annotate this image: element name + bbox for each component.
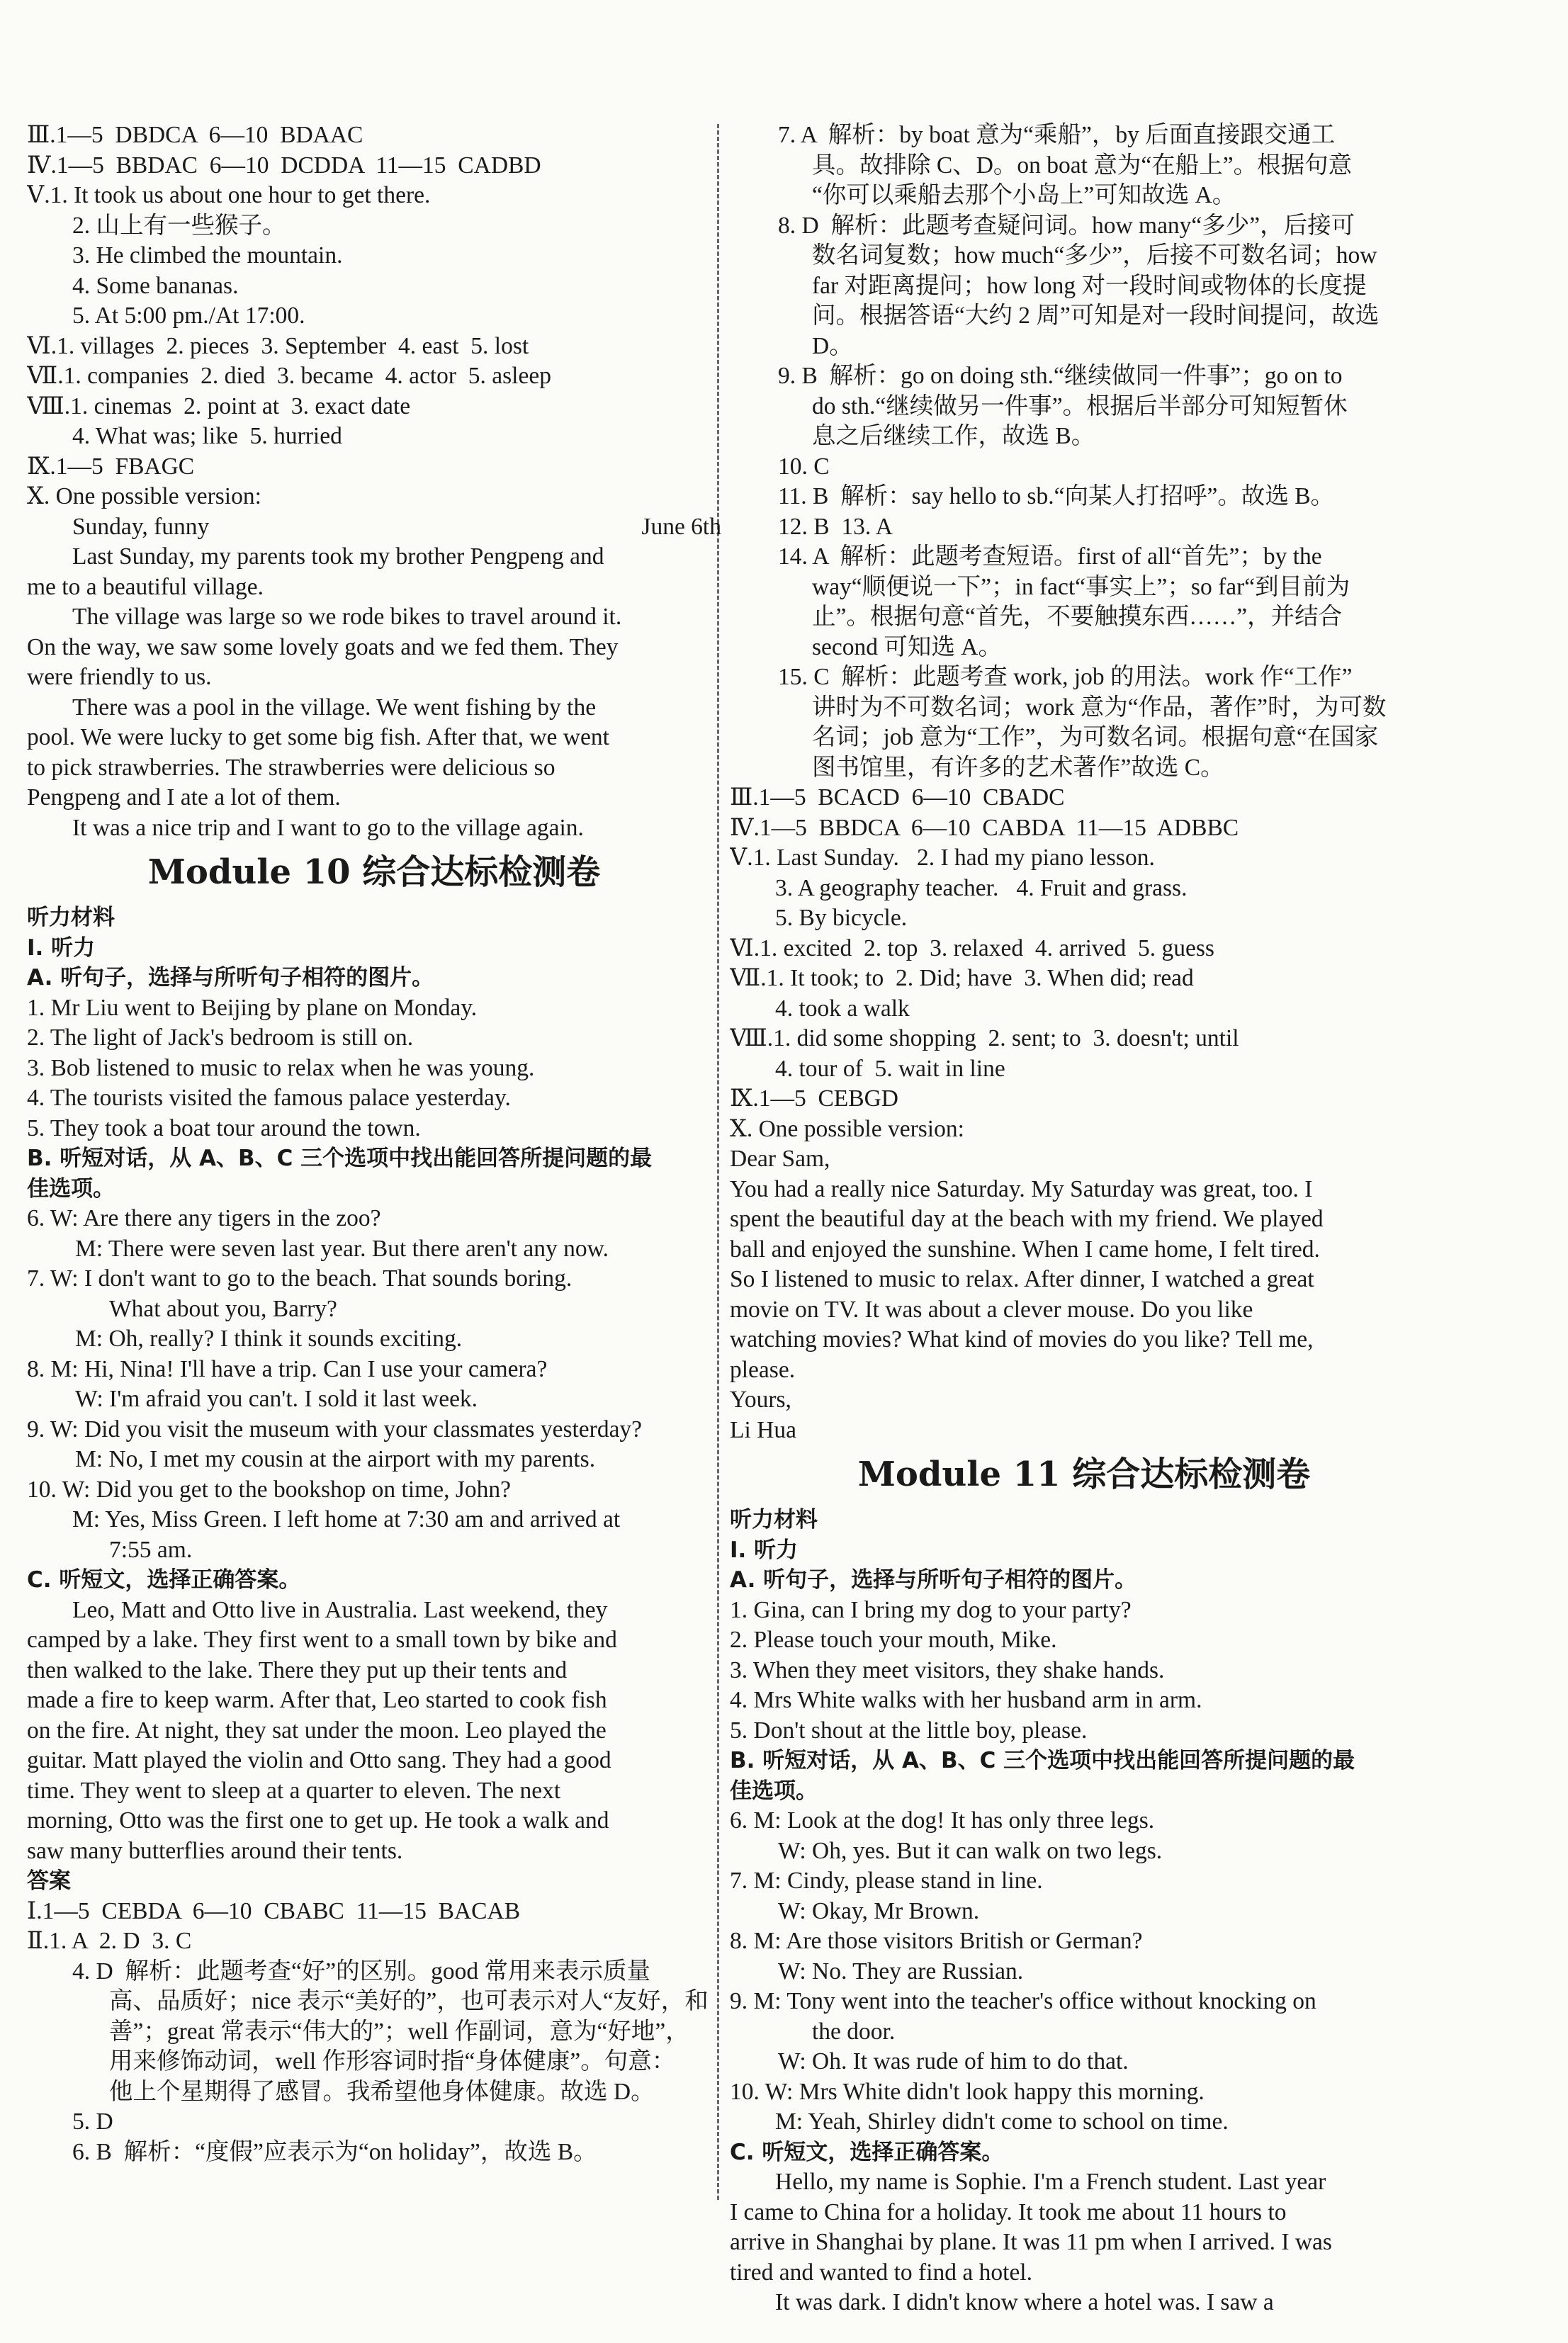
text-line: 6. B 解析：“度假”应表示为“on holiday”，故选 B。 (72, 2138, 597, 2165)
text-line: Yours, (730, 1387, 791, 1413)
text-line: What about you, Barry? (109, 1295, 337, 1322)
text-line: way“顺便说一下”；in fact“事实上”；so far“到目前为 (812, 573, 1350, 600)
text-line: 4. took a walk (775, 995, 910, 1022)
section-heading: 佳选项。 (730, 1778, 818, 1804)
text-line: to pick strawberries. The strawberries were delicious so (27, 754, 555, 781)
text-line: 4. D 解析：此题考查“好”的区别。good 常用来表示质量 (72, 1958, 651, 1985)
text-line: 问。根据答语“大约 2 周”可知是对一段时间提问，故选 (812, 303, 1380, 329)
text-line: Last Sunday, my parents took my brother Pengpeng and (72, 543, 604, 570)
text-line: 7. A 解析：by boat 意为“乘船”，by 后面直接跟交通工 (778, 122, 1336, 148)
section-heading: C. 听短文，选择正确答案。 (27, 1567, 301, 1593)
text-line: It was dark. I didn't know where a hotel was. I saw a (775, 2289, 1274, 2315)
text-line: 4. tour of 5. wait in line (775, 1055, 1005, 1082)
text-line: 10. W: Mrs White didn't look happy this morning. (730, 2078, 1205, 2105)
text-line: W: Okay, Mr Brown. (778, 1897, 980, 1924)
text-line: 用来修饰动词，well 作形容词时指“身体健康”。句意： (109, 2048, 676, 2074)
text-line: pool. We were lucky to get some big fish. After that, we went (27, 724, 609, 750)
text-line: arrive in Shanghai by plane. It was 11 pm when I arrived. I was (730, 2229, 1332, 2255)
text-line: made a fire to keep warm. After that, Leo started to cook fish (27, 1687, 607, 1713)
text-line: 8. D 解析：此题考查疑问词。how many“多少”，后接可 (778, 212, 1355, 239)
text-line: 7:55 am. (109, 1536, 193, 1563)
text-line: 3. He climbed the mountain. (72, 242, 343, 269)
section-heading: A. 听句子，选择与所听句子相符的图片。 (730, 1567, 1137, 1593)
text-line: guitar. Matt played the violin and Otto sang. They had a good (27, 1747, 611, 1773)
text-line: Ⅰ.1—5 CEBDA 6—10 CBABC 11—15 BACAB (27, 1897, 521, 1924)
section-heading: C. 听短文，选择正确答案。 (730, 2139, 1004, 2165)
section-heading: Ⅰ. 听力 (730, 1537, 799, 1563)
text-line: W: Oh, yes. But it can walk on two legs. (778, 1837, 1163, 1864)
text-line: 6. M: Look at the dog! It has only three legs. (730, 1807, 1155, 1834)
text-line: Ⅱ.1. A 2. D 3. C (27, 1928, 192, 1954)
text-line: 高、品质好；nice 表示“美好的”，也可表示对人“友好，和 (109, 1988, 709, 2014)
text-line: then walked to the lake. There they put up their tents and (27, 1656, 568, 1683)
text-line: There was a pool in the village. We went fishing by the (72, 694, 597, 721)
text-line: The village was large so we rode bikes to travel around it. (72, 604, 622, 630)
section-heading: 听力材料 (27, 905, 115, 930)
text-line: Ⅴ.1. It took us about one hour to get there. (27, 182, 431, 208)
text-line: 止”。根据句意“首先，不要触摸东西……”，并结合 (812, 604, 1343, 630)
text-line: Ⅷ.1. cinemas 2. point at 3. exact date (27, 393, 411, 419)
text-line: 图书馆里，有许多的艺术著作”故选 C。 (812, 754, 1224, 781)
text-line: Ⅵ.1. villages 2. pieces 3. September 4. east 5. lost (27, 332, 529, 359)
text-line: 名词；job 意为“工作”，为可数名词。根据句意“在国家 (812, 724, 1379, 750)
text-line: second 可知选 A。 (812, 633, 1002, 660)
text-line: Li Hua (730, 1416, 796, 1443)
text-line: 4. What was; like 5. hurried (72, 423, 342, 449)
text-line: Ⅶ.1. companies 2. died 3. became 4. actor 5. asleep (27, 363, 551, 389)
text-line: 讲时为不可数名词；work 意为“作品，著作”时，为可数 (812, 694, 1387, 721)
text-line: 具。故排除 C、D。on boat 意为“在船上”。根据句意 (812, 152, 1353, 179)
text-line: camped by a lake. They first went to a small town by bike and (27, 1627, 617, 1653)
text-line: 9. W: Did you visit the museum with your classmates yesterday? (27, 1416, 643, 1443)
section-heading: 答案 (27, 1868, 71, 1894)
text-line: 15. C 解析：此题考查 work, job 的用法。work 作“工作” (778, 664, 1353, 690)
text-line: Ⅷ.1. did some shopping 2. sent; to 3. doesn't; until (730, 1025, 1239, 1051)
text-line: W: I'm afraid you can't. I sold it last week. (75, 1386, 478, 1412)
text-line: 息之后继续工作，故选 B。 (812, 423, 1095, 449)
text-line: 5. Don't shout at the little boy, please. (730, 1717, 1088, 1744)
section-heading: A. 听句子，选择与所听句子相符的图片。 (27, 965, 434, 990)
text-line: 5. They took a boat tour around the town. (27, 1114, 421, 1141)
text-line: 2. 山上有一些猴子。 (72, 212, 286, 239)
text-line: D。 (812, 332, 853, 359)
text-line: 10. C (778, 453, 830, 480)
section-heading: 佳选项。 (27, 1175, 115, 1202)
text-line: on the fire. At night, they sat under the moon. Leo played the (27, 1717, 607, 1744)
text-line: So I listened to music to relax. After dinner, I watched a great (730, 1266, 1314, 1292)
text-line: 8. M: Hi, Nina! I'll have a trip. Can I use your camera? (27, 1355, 548, 1382)
text-line: Ⅹ. One possible version: (730, 1115, 964, 1142)
text-line: saw many butterflies around their tents. (27, 1837, 403, 1864)
text-line: Ⅹ. One possible version: (27, 483, 261, 509)
text-line: me to a beautiful village. (27, 573, 264, 600)
text-line: movie on TV. It was about a clever mouse. Do you like (730, 1296, 1253, 1323)
text-line: 3. Bob listened to music to relax when he was young. (27, 1054, 535, 1081)
text-line: 6. W: Are there any tigers in the zoo? (27, 1205, 381, 1231)
text-line: 9. B 解析：go on doing sth.“继续做同一件事”；go on to (778, 363, 1343, 389)
section-heading: 听力材料 (730, 1507, 818, 1532)
text-line: W: Oh. It was rude of him to do that. (778, 2048, 1129, 2074)
text-line: 3. A geography teacher. 4. Fruit and grass. (775, 874, 1188, 901)
text-line: Pengpeng and I ate a lot of them. (27, 784, 341, 811)
text-line: were friendly to us. (27, 664, 212, 690)
text-line: 4. Some bananas. (72, 272, 239, 299)
text-line: 1. Mr Liu went to Beijing by plane on Monday. (27, 994, 478, 1021)
text-line: 9. M: Tony went into the teacher's office without knocking on (730, 1988, 1316, 2014)
text-line (27, 512, 721, 543)
text-line: 10. W: Did you get to the bookshop on time, John? (27, 1476, 511, 1503)
text-line: 数名词复数；how much“多少”，后接不可数名词；how (812, 242, 1377, 269)
text-line: watching movies? What kind of movies do you like? Tell me, (730, 1326, 1314, 1353)
text-line: 4. Mrs White walks with her husband arm in arm. (730, 1687, 1202, 1713)
right-column (730, 120, 1438, 2318)
letter-heading: Sunday, funny (72, 513, 210, 540)
text-line: M: Yes, Miss Green. I left home at 7:30 am and arrived at (72, 1506, 621, 1532)
text-line: Ⅲ.1—5 DBDCA 6—10 BDAAC (27, 122, 363, 148)
module-heading: Module 11 综合达标检测卷 (857, 1455, 1311, 1494)
text-line: M: Yeah, Shirley didn't come to school on time. (775, 2108, 1229, 2135)
text-line: Dear Sam, (730, 1146, 830, 1172)
text-line: tired and wanted to find a hotel. (730, 2259, 1032, 2286)
text-line: You had a really nice Saturday. My Saturday was great, too. I (730, 1175, 1313, 1202)
text-line: 他上个星期得了感冒。我希望他身体健康。故选 D。 (109, 2078, 655, 2105)
text-line: Ⅸ.1—5 CEBGD (730, 1085, 898, 1112)
text-line: time. They went to sleep at a quarter to eleven. The next (27, 1777, 561, 1804)
text-line: Ⅳ.1—5 BBDAC 6—10 DCDDA 11—15 CADBD (27, 152, 541, 179)
text-line: 5. By bicycle. (775, 905, 908, 931)
text-line: 4. The tourists visited the famous palace yesterday. (27, 1085, 511, 1111)
text-line: 3. When they meet visitors, they shake hands. (730, 1656, 1165, 1683)
text-line: spent the beautiful day at the beach with my friend. We played (730, 1206, 1324, 1232)
text-line: 7. W: I don't want to go to the beach. That sounds boring. (27, 1265, 573, 1292)
text-line: W: No. They are Russian. (778, 1958, 1024, 1985)
text-line: Ⅸ.1—5 FBAGC (27, 453, 195, 480)
text-line: 2. Please touch your mouth, Mike. (730, 1627, 1057, 1653)
text-line: 7. M: Cindy, please stand in line. (730, 1868, 1043, 1894)
text-line: Ⅴ.1. Last Sunday. 2. I had my piano lesson. (730, 845, 1155, 871)
text-line: “你可以乘船去那个小岛上”可知故选 A。 (812, 182, 1236, 208)
text-line: far 对距离提问；how long 对一段时间或物体的长度提 (812, 272, 1367, 299)
section-heading: B. 听短对话，从 A、B、C 三个选项中找出能回答所提问题的最 (27, 1146, 653, 1171)
text-line: Leo, Matt and Otto live in Australia. Last weekend, they (72, 1596, 608, 1623)
text-line: 14. A 解析：此题考查短语。first of all“首先”；by the (778, 543, 1322, 570)
text-line: the door. (812, 2018, 896, 2045)
section-heading: B. 听短对话，从 A、B、C 三个选项中找出能回答所提问题的最 (730, 1748, 1355, 1773)
text-line: 善”；great 常表示“伟大的”；well 作副词，意为“好地”， (109, 2018, 689, 2045)
text-line: M: There were seven last year. But there aren't any now. (75, 1235, 609, 1262)
text-line: 12. B 13. A (778, 513, 893, 540)
text-line: Hello, my name is Sophie. I'm a French student. Last year (775, 2169, 1326, 2195)
text-line: On the way, we saw some lovely goats and we fed them. They (27, 633, 619, 660)
text-line: M: No, I met my cousin at the airport with my parents. (75, 1446, 596, 1472)
text-line: ball and enjoyed the sunshine. When I came home, I felt tired. (730, 1236, 1320, 1263)
section-heading: Ⅰ. 听力 (27, 935, 96, 961)
letter-date: June 6th (641, 513, 721, 540)
text-line: morning, Otto was the first one to get up. He took a walk and (27, 1807, 609, 1834)
text-line: 5. D (72, 2108, 113, 2135)
module-heading: Module 10 综合达标检测卷 (147, 852, 601, 892)
text-line: It was a nice trip and I want to go to the village again. (72, 814, 584, 841)
text-line: Ⅵ.1. excited 2. top 3. relaxed 4. arrived 5. guess (730, 935, 1214, 961)
text-line: I came to China for a holiday. It took me about 11 hours to (730, 2198, 1287, 2225)
text-line: 8. M: Are those visitors British or German? (730, 1928, 1143, 1954)
text-line: M: Oh, really? I think it sounds exciting. (75, 1326, 463, 1352)
text-line: 11. B 解析：say hello to sb.“向某人打招呼”。故选 B。 (778, 483, 1335, 509)
text-line: 2. The light of Jack's bedroom is still on. (27, 1024, 414, 1051)
text-line: Ⅳ.1—5 BBDCA 6—10 CABDA 11—15 ADBBC (730, 814, 1239, 841)
text-line: 5. At 5:00 pm./At 17:00. (72, 303, 305, 329)
text-line: 1. Gina, can I bring my dog to your party? (730, 1596, 1132, 1623)
text-line: Ⅲ.1—5 BCACD 6—10 CBADC (730, 784, 1065, 811)
text-line: please. (730, 1356, 796, 1383)
text-line: do sth.“继续做另一件事”。根据后半部分可知短暂休 (812, 393, 1348, 419)
text-line: Ⅶ.1. It took; to 2. Did; have 3. When did; read (730, 965, 1194, 991)
